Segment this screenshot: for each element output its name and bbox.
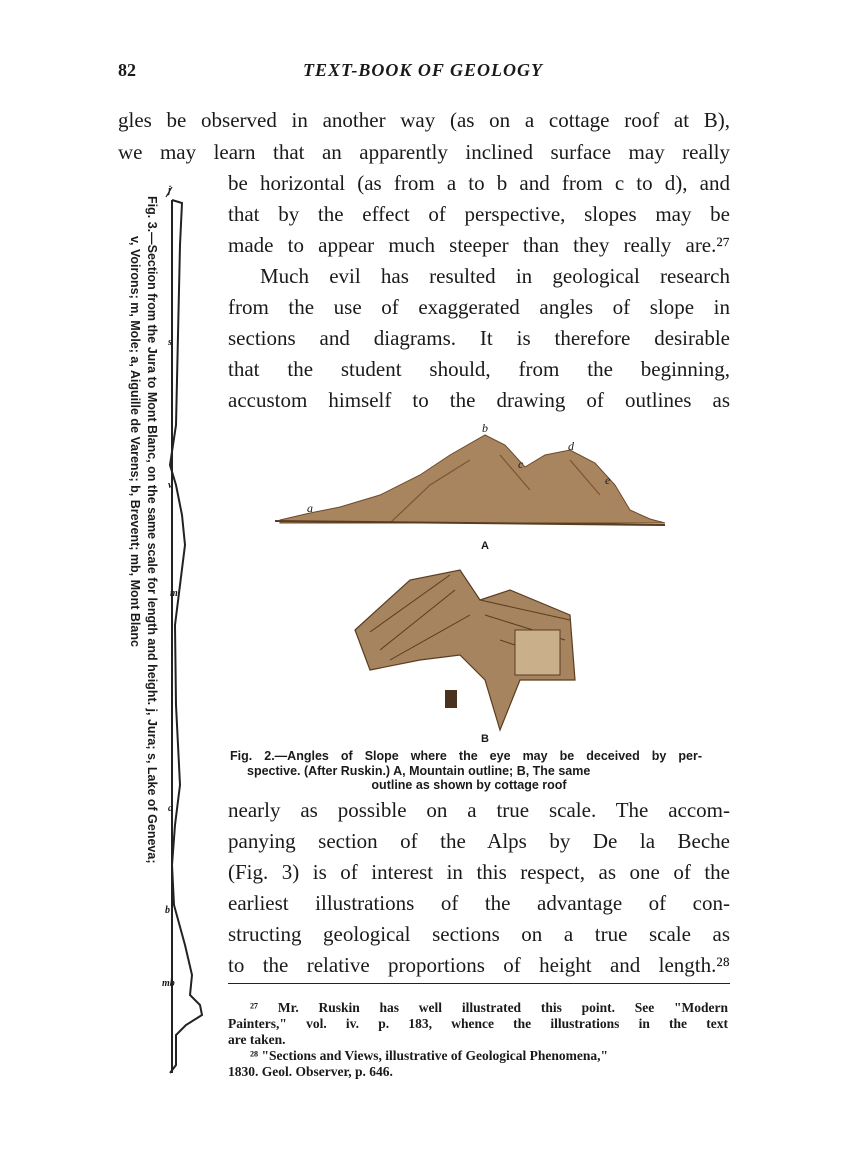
body-line: earliest illustrations of the advantage of con- bbox=[228, 891, 730, 915]
footnote-line: ²⁸ "Sections and Views, illustrative of Geological Phenomena," bbox=[250, 1048, 608, 1063]
body-line: be horizontal (as from a to b and from c to d), and bbox=[228, 171, 730, 195]
cottage-roof-illustration bbox=[270, 560, 670, 740]
figure-3-caption-line: Fig. 3.—Section from the Jura to Mont Blanc, on the same scale for length and height. j, Jura; s, Lake of Geneva; bbox=[145, 196, 159, 864]
body-line: sections and diagrams. It is therefore desirable bbox=[228, 326, 730, 350]
footnote-line: Painters," vol. iv. p. 183, whence the illustrations in the text bbox=[228, 1016, 728, 1031]
body-line: from the use of exaggerated angles of slope in bbox=[228, 295, 730, 319]
body-line: made to appear much steeper than they really are.²⁷ bbox=[228, 233, 730, 257]
label-m: m bbox=[170, 588, 178, 599]
point-b-label: b bbox=[482, 421, 488, 435]
footnote-rule bbox=[228, 983, 730, 984]
label-s: s bbox=[168, 337, 172, 348]
body-line: (Fig. 3) is of interest in this respect, as one of the bbox=[228, 860, 730, 884]
label-a: a bbox=[168, 803, 173, 814]
body-line: structing geological sections on a true scale as bbox=[228, 922, 730, 946]
footnote-line: are taken. bbox=[228, 1032, 286, 1047]
label-mb: mb bbox=[162, 978, 175, 989]
body-line: we may learn that an apparently inclined surface may really bbox=[118, 140, 730, 164]
body-line: nearly as possible on a true scale. The accom- bbox=[228, 798, 730, 822]
body-line: to the relative proportions of height and length.²⁸ bbox=[228, 953, 730, 977]
label-v: v bbox=[168, 480, 173, 491]
figure-b-label: B bbox=[481, 733, 489, 745]
body-line: Much evil has resulted in geological research bbox=[260, 264, 730, 288]
footnote-line: 1830. Geol. Observer, p. 646. bbox=[228, 1064, 393, 1079]
body-line: panying section of the Alps by De la Beche bbox=[228, 829, 730, 853]
page-number: 82 bbox=[118, 60, 136, 80]
label-j: j bbox=[168, 185, 171, 196]
figure-3-caption-line: v, Voirons; m, Mole; a, Aiguille de Varens; b, Brevent; mb, Mont Blanc bbox=[128, 236, 142, 647]
figure-2-caption-line: spective. (After Ruskin.) A, Mountain outline; B, The same bbox=[247, 764, 591, 778]
figure-3-section bbox=[110, 185, 220, 1085]
footnote-line: ²⁷ Mr. Ruskin has well illustrated this point. See "Modern bbox=[250, 1000, 728, 1015]
page-header bbox=[118, 60, 728, 84]
point-d-label: d bbox=[568, 439, 574, 453]
running-title: TEXT-BOOK OF GEOLOGY bbox=[302, 60, 544, 80]
figure-2 bbox=[270, 415, 670, 745]
figure-a-label: A bbox=[481, 540, 489, 552]
body-line: accustom himself to the drawing of outlines as bbox=[228, 388, 730, 412]
point-c-label: c bbox=[518, 457, 524, 471]
figure-2-caption-line: Fig. 2.—Angles of Slope where the eye may be deceived by per- bbox=[230, 749, 702, 763]
point-a-label: a bbox=[307, 501, 313, 515]
figure-2-caption-line: outline as shown by cottage roof bbox=[371, 778, 567, 792]
point-e-label: e bbox=[605, 473, 611, 487]
body-line: gles be observed in another way (as on a cottage roof at B), bbox=[118, 108, 730, 132]
label-b: b bbox=[165, 905, 170, 916]
alps-section-profile bbox=[110, 185, 220, 1085]
body-line: that the student should, from the beginning, bbox=[228, 357, 730, 381]
body-line: that by the effect of perspective, slopes may be bbox=[228, 202, 730, 226]
